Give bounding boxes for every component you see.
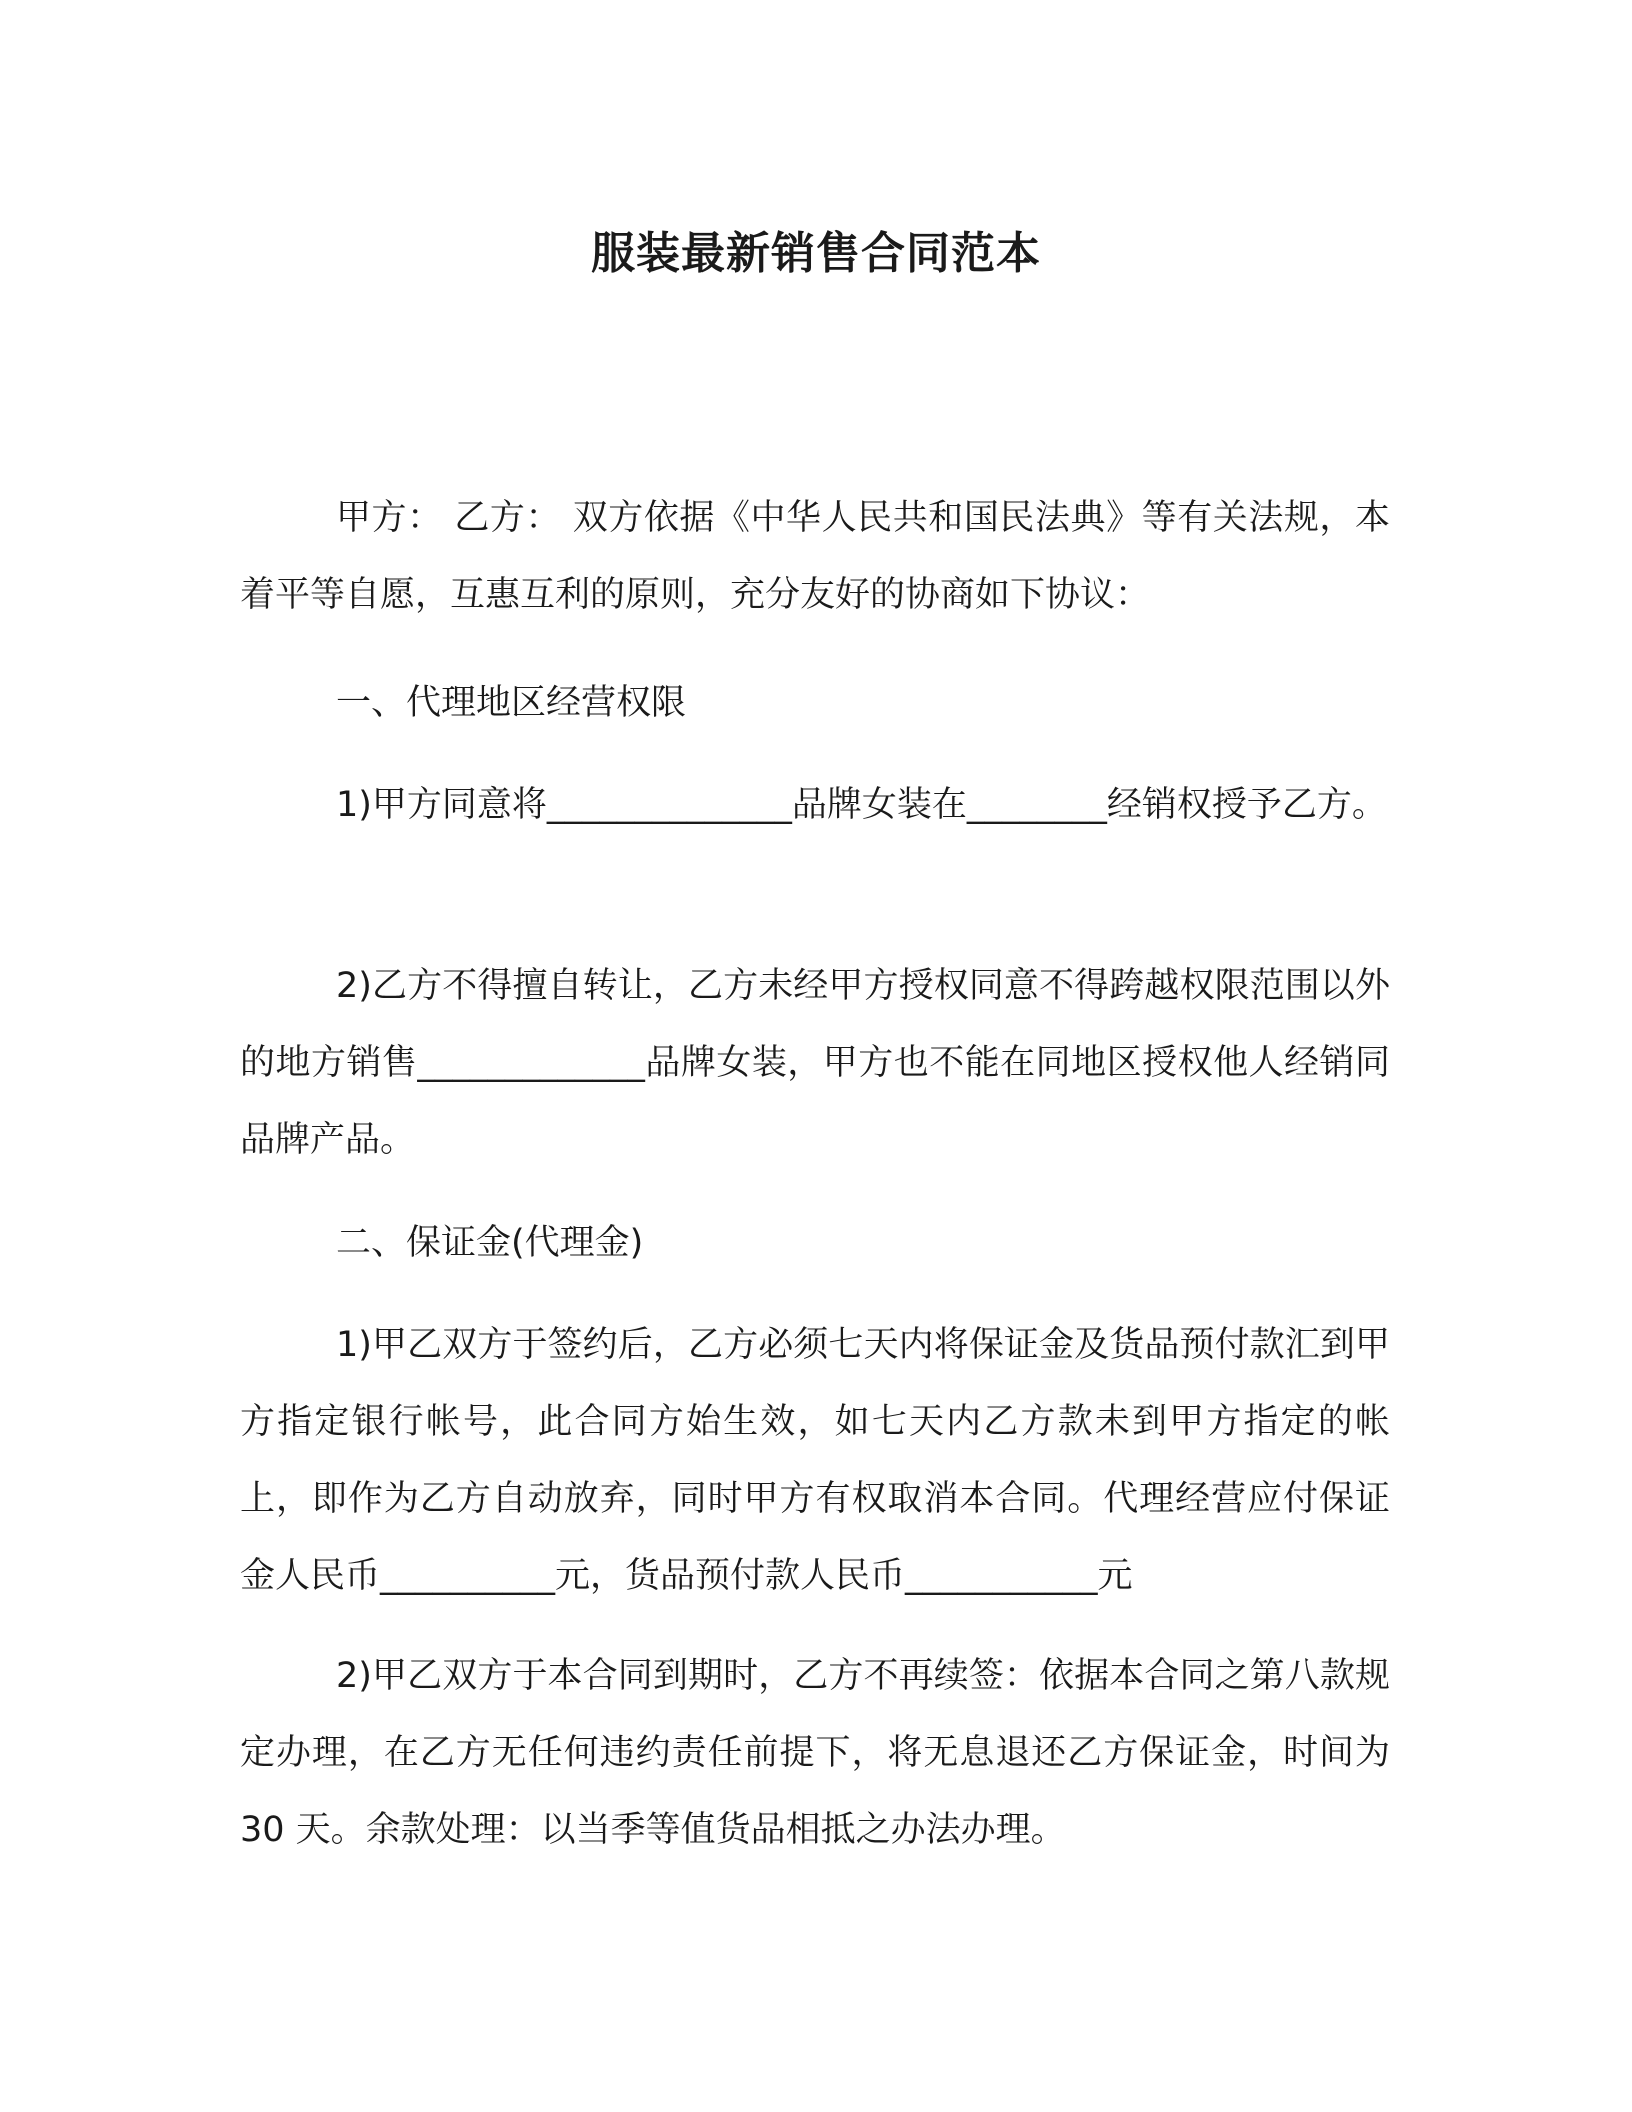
document-title: 服装最新销售合同范本 <box>591 228 1041 279</box>
section-2-item-2: 2)甲乙双方于本合同到期时，乙方不再续签：依据本合同之第八款规定办理，在乙方无任何违约责任前提下，将无息退还乙方保证金，时间为 30 天。余款处理：以当季等值货品相抵之办法办理。 <box>240 1656 1390 1850</box>
section-1-heading: 一、代理地区经营权限 <box>336 683 687 723</box>
intro-paragraph: 甲方： 乙方： 双方依据《中华人民共和国民法典》等有关法规，本着平等自愿，互惠互利的原则，充分友好的协商如下协议： <box>240 498 1390 615</box>
section-1-item-2: 2)乙方不得擅自转让，乙方未经甲方授权同意不得跨越权限范围以外的地方销售_____________品牌女装，甲方也不能在同地区授权他人经销同品牌产品。 <box>240 966 1390 1160</box>
section-2-heading: 二、保证金(代理金) <box>336 1223 644 1263</box>
section-2-item-1: 1)甲乙双方于签约后，乙方必须七天内将保证金及货品预付款汇到甲方指定银行帐号，此合同方始生效，如七天内乙方款未到甲方指定的帐上，即作为乙方自动放弃，同时甲方有权取消本合同。代理经营应付保证金人民币__________元，货品预付款人民币___________元 <box>240 1325 1390 1596</box>
section-1-item-1: 1)甲方同意将______________品牌女装在________经销权授予乙方。 <box>336 785 1387 825</box>
